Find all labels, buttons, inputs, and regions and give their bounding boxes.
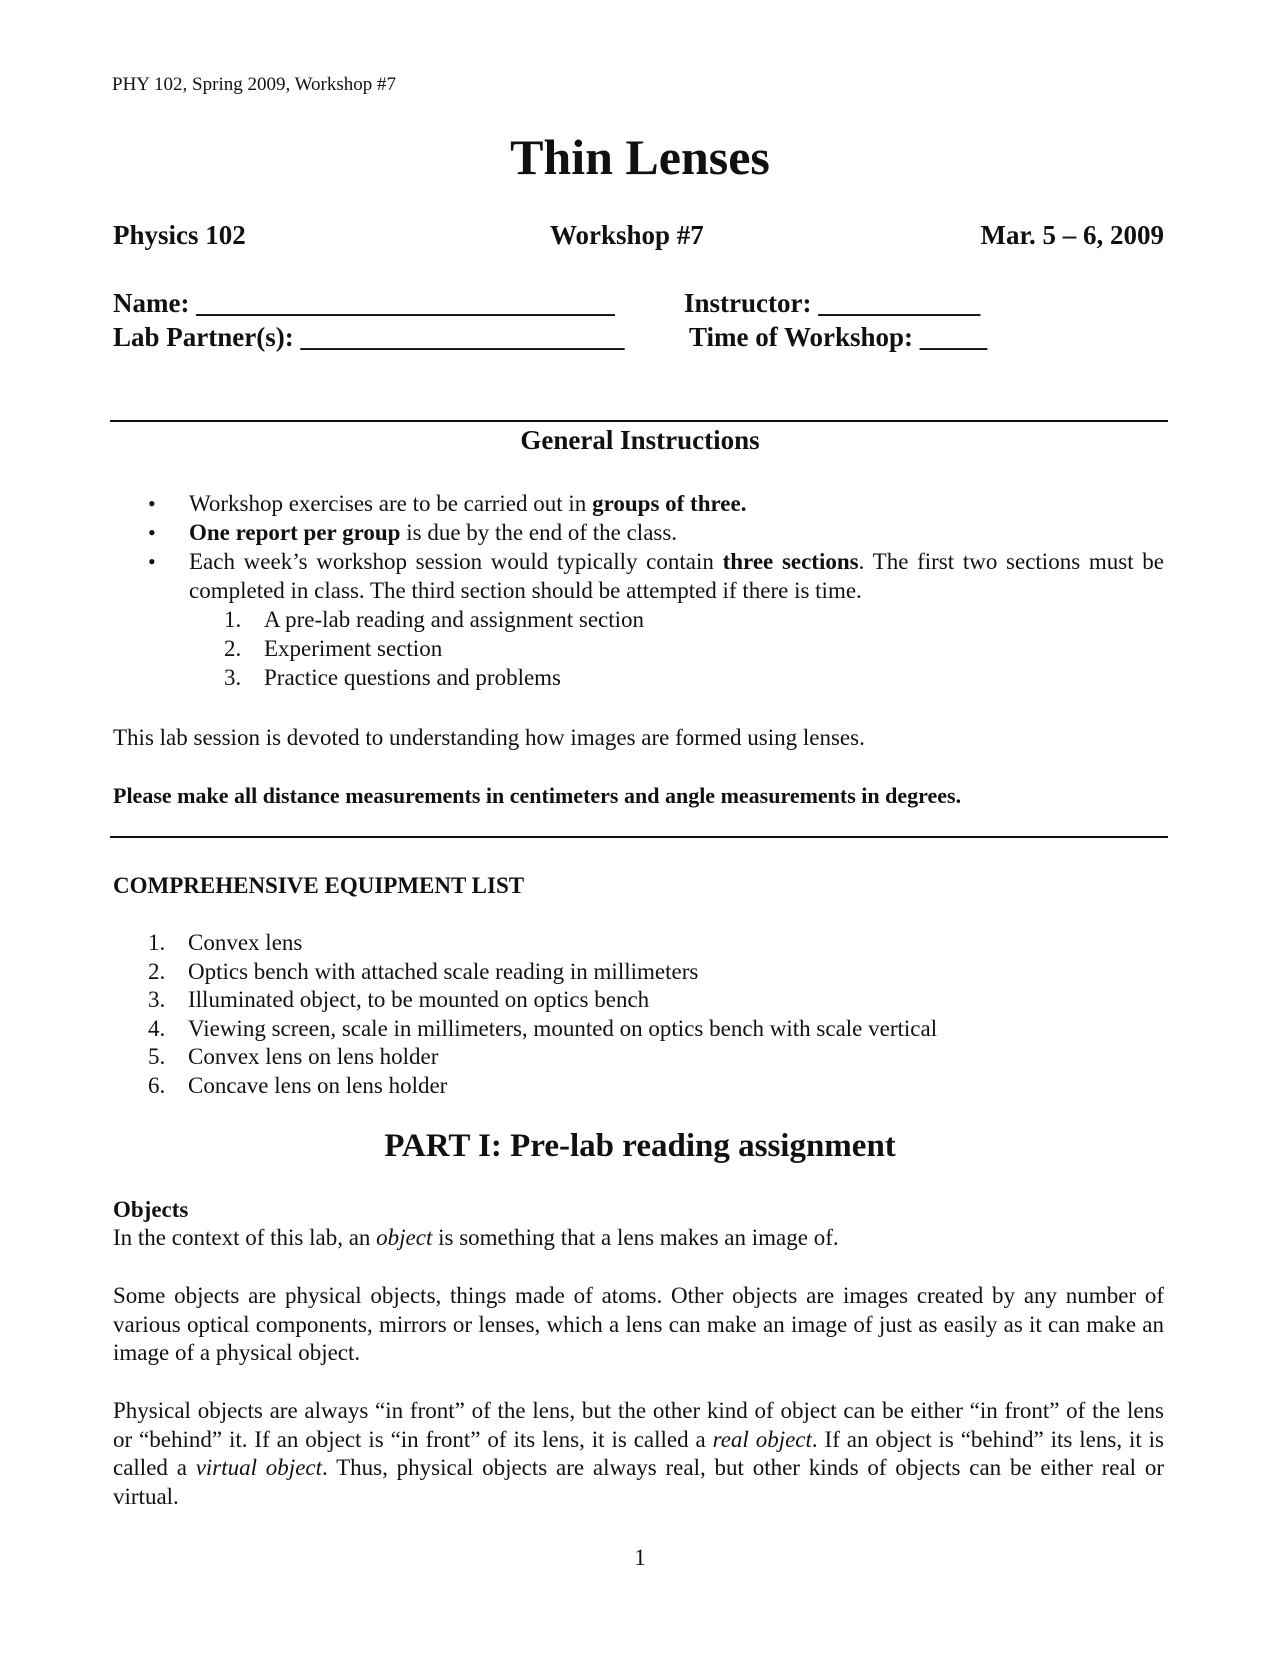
list-item: 6. Concave lens on lens holder (148, 1072, 448, 1098)
list-item: • Each week’s workshop session would typically contain three sections. The first two sections must be completed in class. The third section should be attempted if there is time. (148, 549, 1164, 603)
course-label: Physics 102 (113, 220, 246, 250)
time-of-workshop-field[interactable]: Time of Workshop: _____ (689, 322, 988, 352)
list-item: 5. Convex lens on lens holder (148, 1044, 439, 1069)
divider-bottom (110, 836, 1168, 838)
units-note: Please make all distance measurements in centimeters and angle measurements in degrees. (113, 783, 962, 808)
divider-top (110, 420, 1168, 422)
bullet-icon: • (148, 520, 156, 545)
list-item: • One report per group is due by the end of the class. (148, 520, 678, 545)
lab-purpose-text: This lab session is devoted to understanding how images are formed using lenses. (113, 725, 865, 750)
list-item: 3. Illuminated object, to be mounted on optics bench (148, 987, 650, 1012)
list-item: 4. Viewing screen, scale in millimeters, mounted on optics bench with scale vertical (148, 1015, 938, 1041)
name-field[interactable]: Name: _______________________________ (113, 288, 615, 318)
paragraph-object-kinds: Some objects are physical objects, things made of atoms. Other objects are images created by any number of various optical components, mirrors or lenses, which a lens can make an image of just as easily as it can make an image of a physical object. (113, 1283, 1164, 1365)
list-item: • Workshop exercises are to be carried out in groups of three. (148, 491, 747, 516)
page-title: Thin Lenses (510, 129, 770, 185)
list-item: 1. A pre-lab reading and assignment section (224, 607, 645, 632)
general-instructions-heading: General Instructions (520, 425, 760, 455)
workshop-label: Workshop #7 (550, 220, 704, 250)
date-label: Mar. 5 – 6, 2009 (980, 220, 1164, 250)
list-item: 2. Experiment section (224, 636, 443, 661)
page-number: 1 (634, 1545, 646, 1570)
paragraph-object-definition: In the context of this lab, an object is something that a lens makes an image of. (113, 1225, 839, 1250)
instructor-field[interactable]: Instructor: ____________ (684, 288, 981, 318)
equipment-heading: COMPREHENSIVE EQUIPMENT LIST (113, 873, 525, 898)
part1-heading: PART I: Pre-lab reading assignment (384, 1128, 896, 1164)
lab-partners-field[interactable]: Lab Partner(s): ________________________ (113, 322, 625, 352)
list-item: 2. Optics bench with attached scale reading in millimeters (148, 958, 699, 984)
paragraph-real-virtual: Physical objects are always “in front” of the lens, but the other kind of object can be either “in front” of the lens or “behind” it. If an object is “in front” of its lens, it is called a real object. If an object is “behind” its lens, it is called a virtual object. Thus, physical objects are always real, but other kinds of objects can be either real or virtual. (113, 1398, 1164, 1509)
sections-list (224, 605, 644, 692)
bullet-icon: • (148, 549, 156, 574)
objects-heading: Objects (113, 1197, 189, 1222)
list-item: 1. Convex lens (148, 930, 303, 955)
instructions-list (148, 489, 1164, 605)
list-item: 3. Practice questions and problems (224, 665, 562, 690)
equipment-list (148, 929, 937, 1100)
bullet-icon: • (148, 491, 156, 516)
running-header: PHY 102, Spring 2009, Workshop #7 (112, 74, 397, 95)
